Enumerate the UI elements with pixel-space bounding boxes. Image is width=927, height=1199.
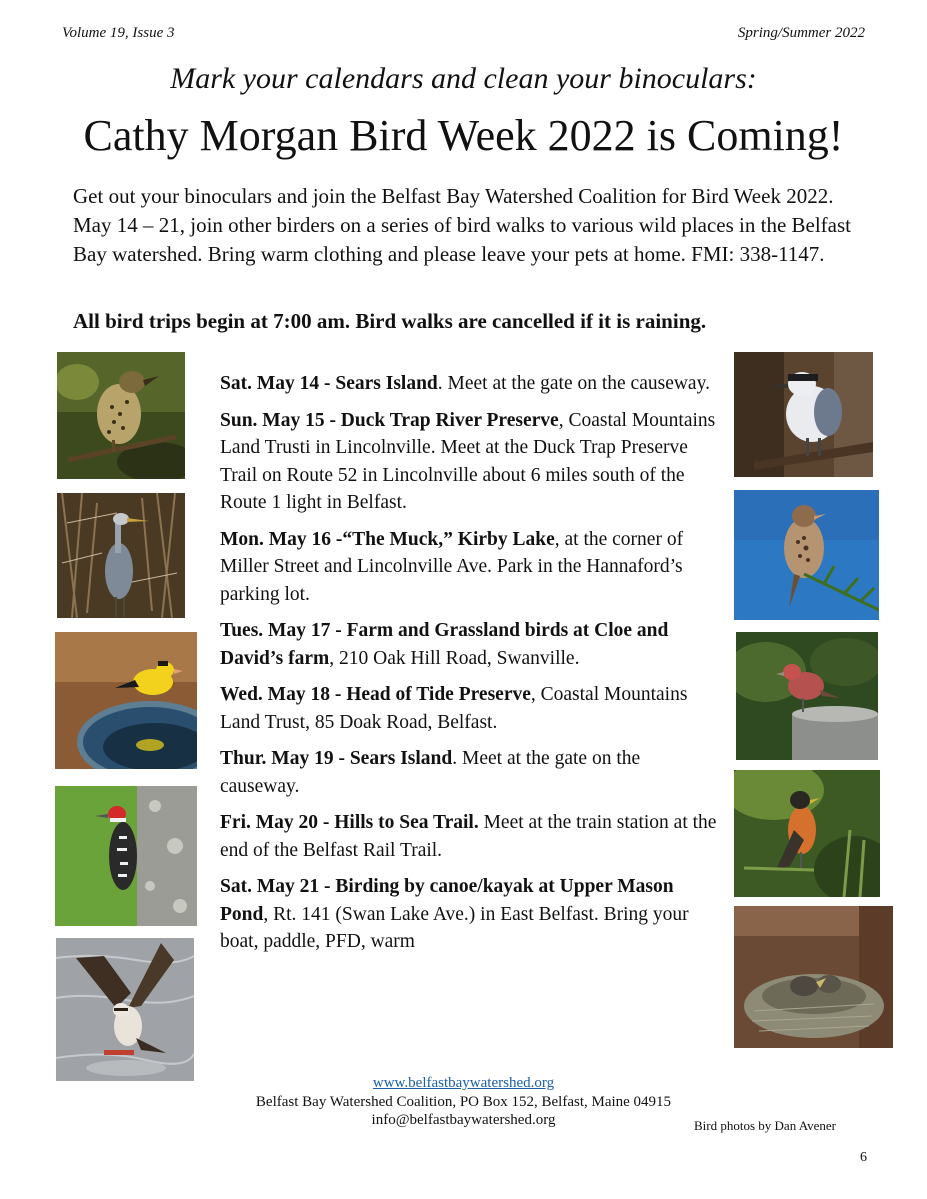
- issue-season: Spring/Summer 2022: [737, 25, 865, 41]
- event-item: [220, 526, 720, 609]
- sparrow-photo: [734, 490, 879, 620]
- event-item: [220, 407, 720, 517]
- event-item: [220, 873, 720, 956]
- page-subtitle: Mark your calendars and clean your binoculars:: [170, 62, 757, 95]
- event-details: . Meet at the gate on the causeway.: [220, 748, 641, 797]
- event-heading: Thur. May 19 - Sears Island: [220, 748, 453, 769]
- event-details: . Meet at the gate on the causeway.: [437, 373, 710, 394]
- event-list: [220, 370, 720, 965]
- event-heading: Mon. May 16 -“The Muck,” Kirby Lake: [220, 528, 555, 550]
- event-item: [220, 681, 720, 736]
- event-item: [220, 809, 720, 864]
- intro-paragraph: Get out your binoculars and join the Belfast Bay Watershed Coalition for Bird Week 2022. May 14 – 21, join other birders on a series of bird walks to various wild places in the Belfast Bay watershed. Bring warm clothing and please leave your pets at home. FMI: 338-1147.: [73, 184, 852, 266]
- event-details: , Coastal Mountains Land Trusti in Lincolnville. Meet at the Duck Trap Preserve Trail on Route 52 in Lincolnville about 6 miles south of the Route 1 light in Belfast.: [220, 409, 716, 513]
- thrush-photo: [57, 352, 185, 479]
- finch-photo: [736, 632, 878, 760]
- event-heading: Wed. May 18 - Head of Tide Preserve: [220, 684, 531, 705]
- osprey-photo: [56, 938, 194, 1081]
- photo-credit: Bird photos by Dan Avener: [694, 1118, 837, 1133]
- footer-address: Belfast Bay Watershed Coalition, PO Box 152, Belfast, Maine 04915: [255, 1094, 672, 1110]
- event-details: , Rt. 141 (Swan Lake Ave.) in East Belfast. Bring your boat, paddle, PFD, warm: [220, 903, 689, 952]
- event-heading: Sat. May 21 - Birding by canoe/kayak at Upper Mason Pond: [220, 876, 674, 925]
- robin-photo: [734, 770, 880, 897]
- goldfinch-photo: [55, 632, 197, 769]
- event-item: [220, 745, 720, 800]
- nuthatch-photo: [734, 352, 873, 477]
- footer-website-link[interactable]: www.belfastbaywatershed.org: [372, 1075, 555, 1091]
- event-details: , at the corner of Miller Street and Lincolnville Ave. Park in the Hannaford’s parking lot.: [220, 528, 684, 605]
- event-details: , Coastal Mountains Land Trust, 85 Doak Road, Belfast.: [220, 684, 688, 733]
- event-item: [220, 370, 720, 398]
- footer-email: info@belfastbaywatershed.org: [371, 1112, 556, 1128]
- sapsucker-photo: [55, 786, 197, 926]
- event-heading: Sun. May 15 - Duck Trap River Preserve: [220, 409, 559, 431]
- event-details: Meet at the train station at the end of the Belfast Rail Trail.: [220, 812, 717, 861]
- page-number: 6: [860, 1150, 867, 1165]
- event-details: , 210 Oak Hill Road, Swanville.: [329, 647, 580, 669]
- event-heading: Sat. May 14 - Sears Island: [220, 373, 438, 394]
- issue-volume: Volume 19, Issue 3: [62, 25, 175, 41]
- event-heading: Tues. May 17 - Farm and Grassland birds at Cloe and David’s farm: [220, 620, 669, 669]
- event-heading: Fri. May 20 - Hills to Sea Trail.: [220, 812, 479, 833]
- nest-photo: [734, 906, 893, 1048]
- notice-paragraph: All bird trips begin at 7:00 am. Bird walks are cancelled if it is raining.: [73, 309, 707, 333]
- event-item: [220, 617, 720, 672]
- page-title: Cathy Morgan Bird Week 2022 is Coming!: [83, 111, 844, 160]
- heron-photo: [57, 493, 185, 618]
